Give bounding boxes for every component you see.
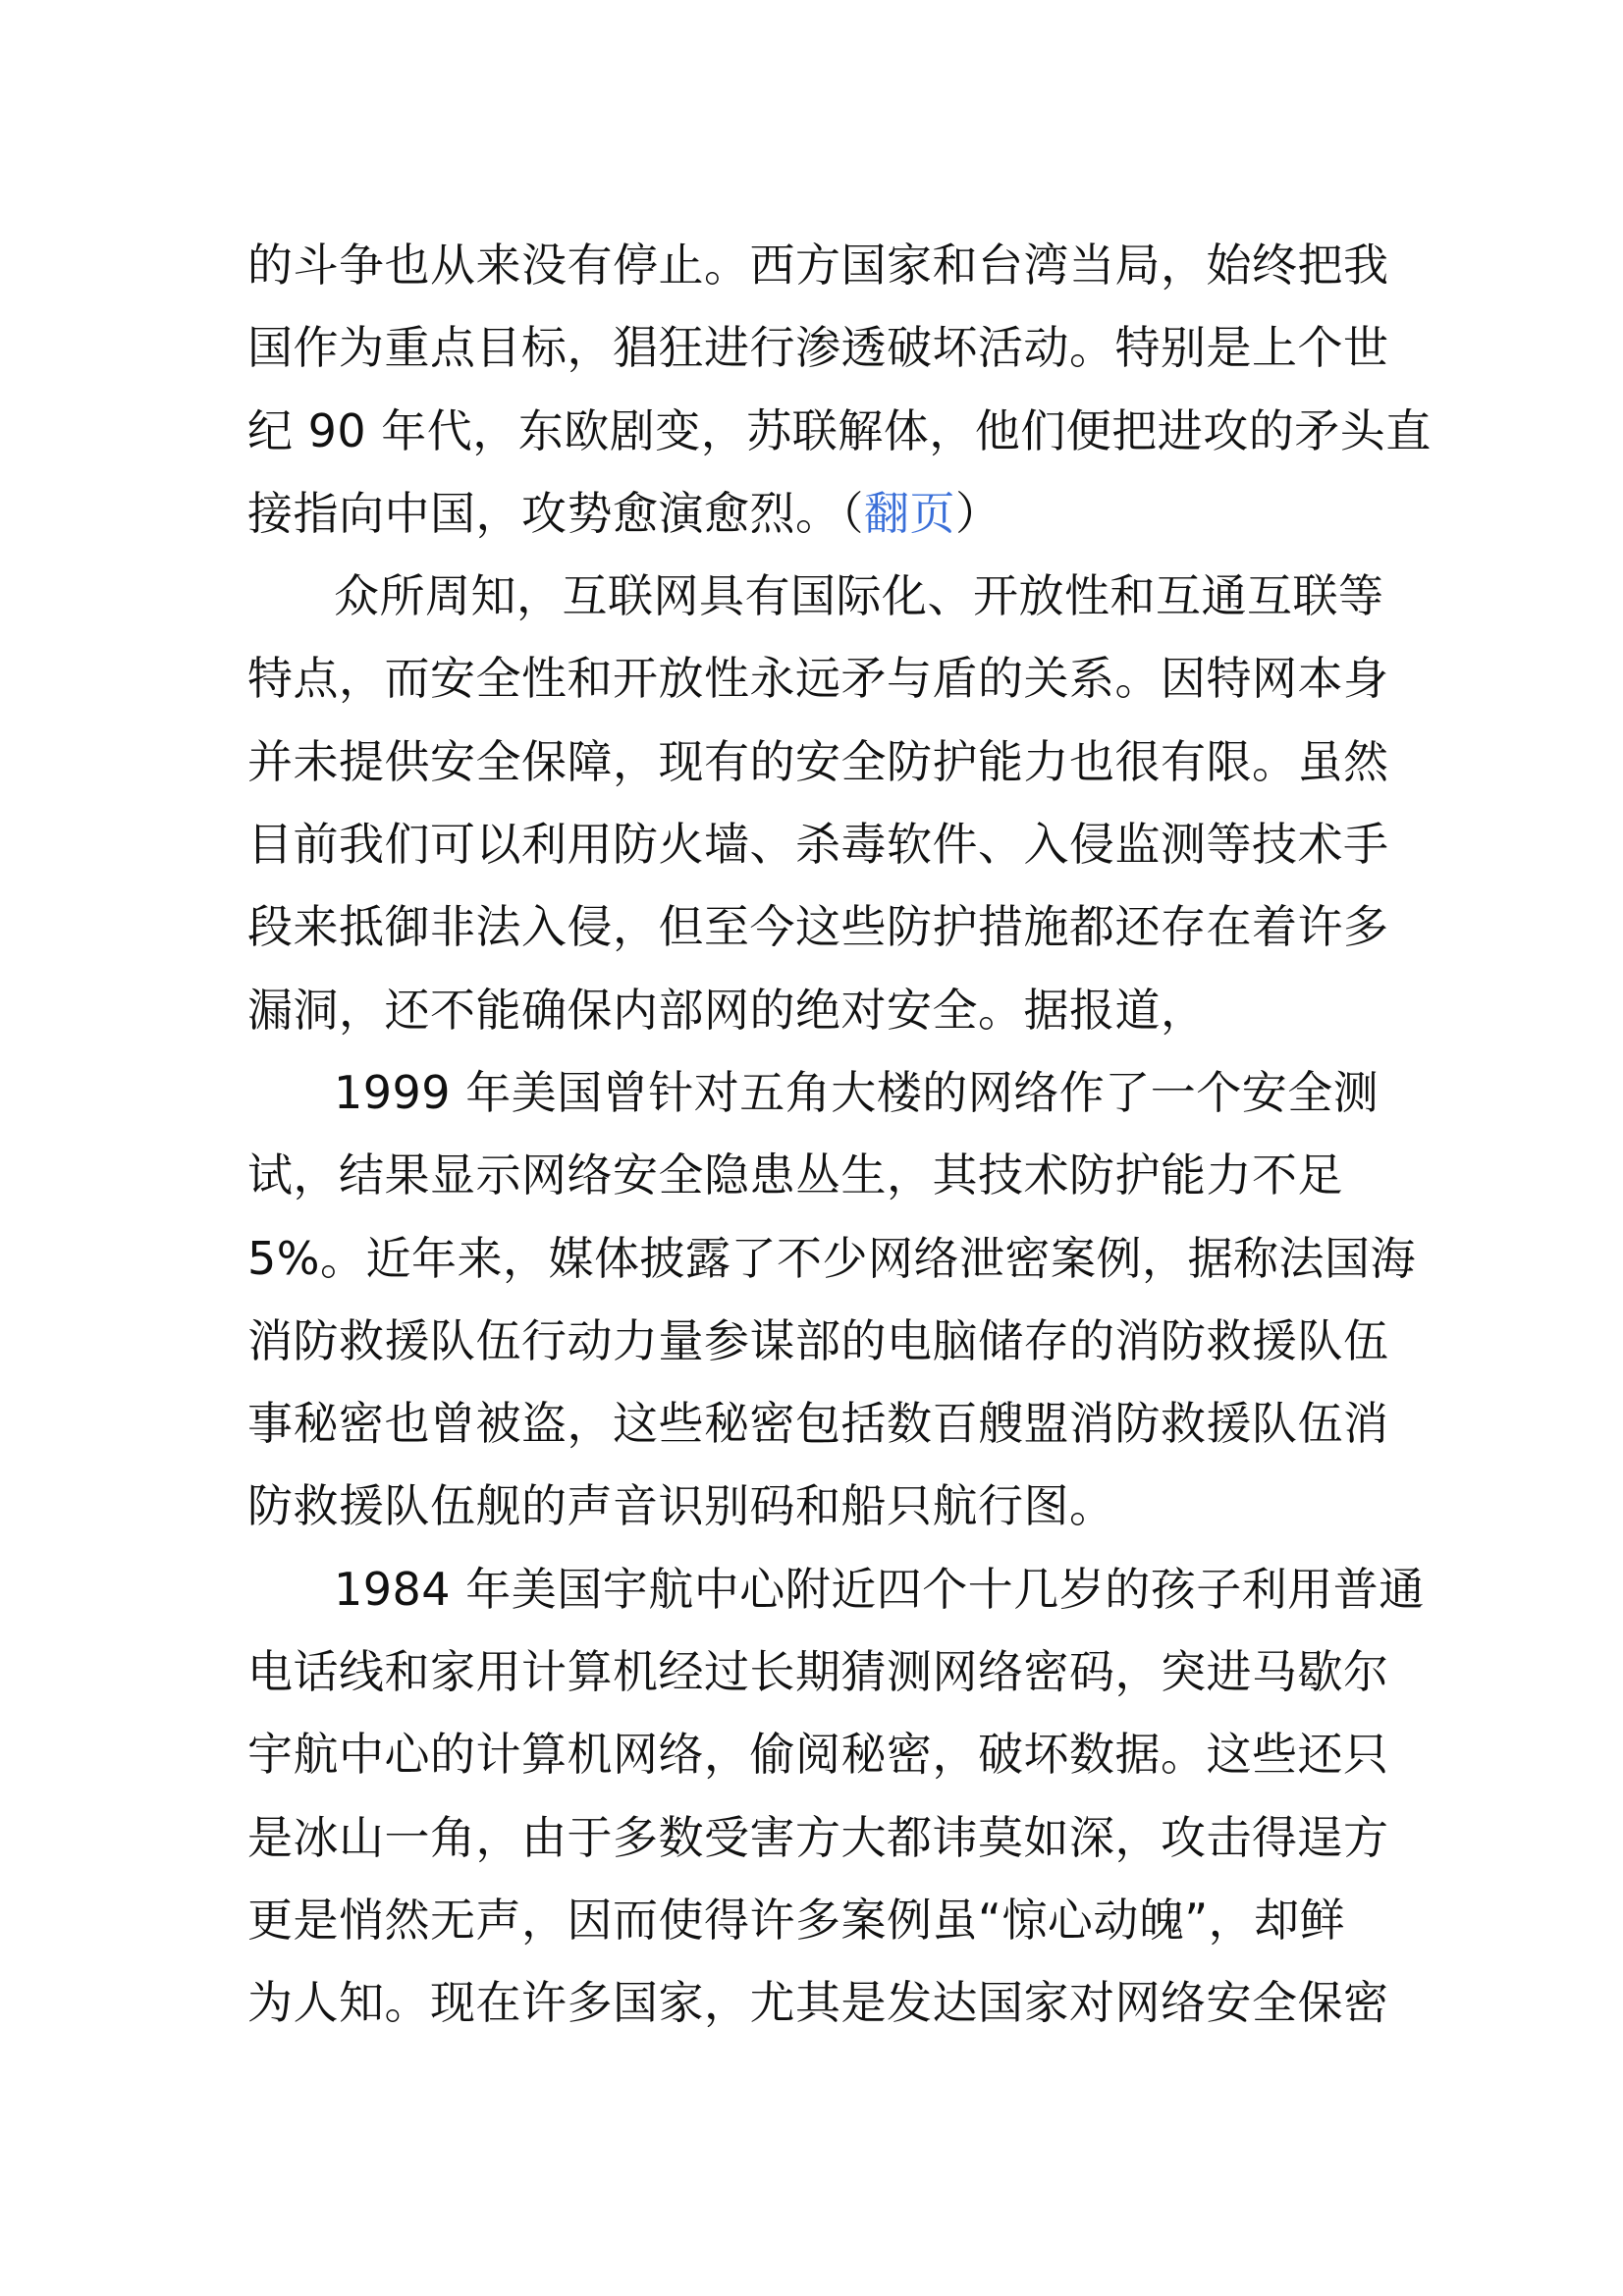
paragraph-start-line: 1984 年美国宇航中心附近四个十几岁的孩子利用普通 [334,1562,1425,1616]
body-text [247,224,1432,2045]
text-line: 电话线和家用计算机经过长期猜测网络密码，突进马歇尔 [247,1645,1389,1699]
text-line: 宇航中心的计算机网络，偷阅秘密，破坏数据。这些还只 [247,1728,1389,1782]
paragraph-start-line: 1999 年美国曾针对五角大楼的网络作了一个安全测 [334,1065,1380,1119]
text-line: 事秘密也曾被盗，这些秘密包括数百艘盟消防救援队伍消 [247,1397,1389,1451]
text-line-content: 接指向中国，攻势愈演愈烈。（ [247,486,864,540]
text-line: 消防救援队伍行动力量参谋部的电脑储存的消防救援队伍 [247,1313,1389,1367]
text-line: 5%。近年来，媒体披露了不少网络泄密案例，据称法国海 [247,1231,1416,1285]
text-line: 试，结果显示网络安全隐患丛生，其技术防护能力不足 [247,1148,1343,1202]
page-turn-link[interactable]: 翻页 [864,486,955,540]
text-line: 纪 90 年代，东欧剧变，苏联解体，他们便把进攻的矛头直 [247,403,1432,457]
text-line: 段来抵御非法入侵，但至今这些防护措施都还存在着许多 [247,900,1389,954]
text-line: 为人知。现在许多国家，尤其是发达国家对网络安全保密 [247,1976,1389,2030]
text-line-with-link [247,472,1386,555]
text-line: 更是悄然无声，因而使得许多案例虽“惊心动魄”，却鲜 [247,1893,1346,1947]
text-line: 的斗争也从来没有停止。西方国家和台湾当局，始终把我 [247,239,1389,292]
text-line: 漏洞，还不能确保内部网的绝对安全。据报道， [247,983,1207,1037]
text-line: 国作为重点目标，猖狂进行渗透破坏活动。特别是上个世 [247,321,1389,375]
text-line: 特点，而安全性和开放性永远矛与盾的关系。因特网本身 [247,652,1389,706]
text-line: 并未提供安全保障，现有的安全防护能力也很有限。虽然 [247,734,1389,788]
text-line: 目前我们可以利用防火墙、杀毒软件、入侵监测等技术手 [247,818,1389,872]
text-line: 防救援队伍舰的声音识别码和船只航行图。 [247,1479,1115,1533]
text-line: 是冰山一角，由于多数受害方大都讳莫如深，攻击得逞方 [247,1810,1389,1864]
page-turn-close-paren: ） [955,486,1001,540]
paragraph-start-line: 众所周知，互联网具有国际化、开放性和互通互联等 [334,569,1384,623]
